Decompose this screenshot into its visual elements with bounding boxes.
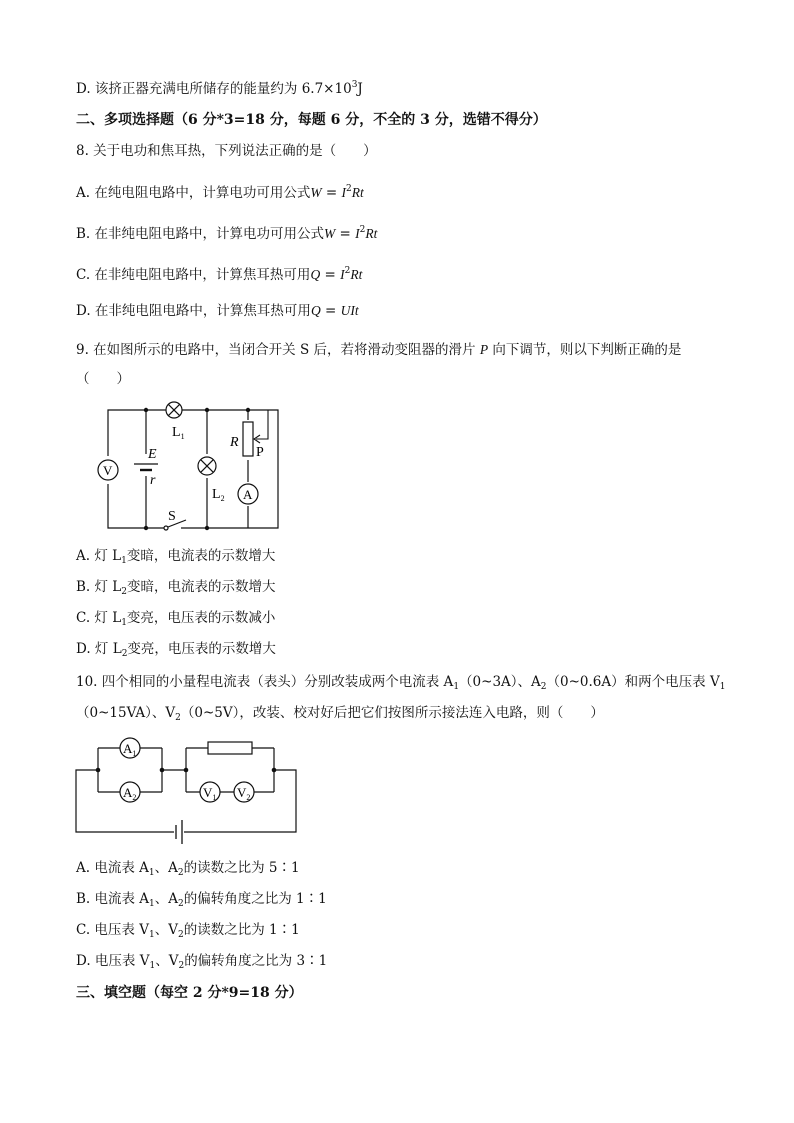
svg-text:A1: $A_1$ xyxy=(123,741,137,758)
var-p: P xyxy=(479,342,489,357)
voltmeter-v2-icon xyxy=(234,782,254,802)
formula-rest: Rt xyxy=(365,226,378,241)
q9-circuit-diagram xyxy=(90,398,290,538)
q9-option-a xyxy=(76,547,275,570)
option-sub: 1 xyxy=(121,556,127,566)
formula-eq: = xyxy=(335,226,356,242)
formula-eq: = xyxy=(320,303,341,319)
opt-part: 、V xyxy=(154,922,178,938)
stem-sub: 2 xyxy=(175,713,181,723)
formula-lhs: Q xyxy=(310,303,321,318)
junction-dots xyxy=(144,408,250,530)
formula-lhs: Q xyxy=(310,267,321,282)
battery-icon xyxy=(176,820,182,844)
ammeter-a2-icon xyxy=(120,782,140,802)
section-2-title: 二、多项选择题（6 分*3=18 分，每题 6 分，不全的 3 分，选错不得分） xyxy=(76,112,547,128)
opt-part: 、V xyxy=(155,953,179,969)
voltmeter-v1-icon xyxy=(200,782,220,802)
option-sub: 2 xyxy=(121,649,128,659)
opt-part: B. 电流表 A xyxy=(76,891,150,907)
q8-option-d xyxy=(76,302,359,320)
q8-option-c xyxy=(76,262,362,284)
option-text: A. 在纯电阻电路中，计算电功可用公式 xyxy=(76,185,311,201)
q10-option-d xyxy=(76,952,327,975)
option-sub: 1 xyxy=(121,618,127,628)
option-post: 变暗，电流表的示数增大 xyxy=(127,579,276,595)
lamp-l2-icon xyxy=(198,457,216,475)
rheostat-label: R xyxy=(230,435,239,450)
q10-option-c xyxy=(76,921,300,944)
q9-stem xyxy=(76,341,681,359)
opt-part: 的偏转角度之比为 1∶1 xyxy=(183,891,327,907)
formula-eq: = xyxy=(321,185,342,201)
slider-label: P xyxy=(256,445,264,460)
section-3-title: 三、填空题（每空 2 分*9=18 分） xyxy=(76,985,303,1001)
option-post: 变亮，电压表的示数减小 xyxy=(126,610,276,626)
opt-sub: 2 xyxy=(177,930,184,940)
voltmeter-icon xyxy=(98,460,118,480)
q10-stem-line2 xyxy=(76,704,604,727)
stem-part: 10. 四个相同的小量程电流表（表头）分别改装成两个电流表 A xyxy=(76,674,454,690)
option-text: C. 在非纯电阻电路中，计算焦耳热可用 xyxy=(76,267,311,283)
opt-part: 、A xyxy=(154,891,179,907)
option-text: B. 在非纯电阻电路中，计算电功可用公式 xyxy=(76,226,325,242)
resistor-icon xyxy=(208,742,252,754)
lamp-l1-icon xyxy=(166,402,182,418)
opt-sub: 2 xyxy=(178,961,185,971)
opt-sub: 1 xyxy=(148,868,155,878)
svg-text:A2: $A_2$ xyxy=(123,785,137,802)
formula-rest: Rt xyxy=(350,267,363,282)
opt-part: 的读数之比为 1∶1 xyxy=(183,922,300,938)
switch-label: S xyxy=(168,509,176,524)
q8-option-b xyxy=(76,221,377,243)
option-post: 变亮，电压表的示数增大 xyxy=(127,641,276,657)
unit: J xyxy=(357,81,363,97)
formula-exp: 2 xyxy=(346,184,352,194)
formula-exp: 2 xyxy=(359,225,366,235)
battery-icon xyxy=(134,464,158,470)
formula-i: I xyxy=(355,226,360,241)
q7-option-d-text: D. 该挤正器充满电所储存的能量约为 6.7×10 xyxy=(76,81,352,97)
q10-option-b xyxy=(76,890,327,913)
option-post: 变暗，电流表的示数增大 xyxy=(126,548,276,564)
formula-eq: = xyxy=(320,267,341,283)
exponent: 3 xyxy=(351,80,358,90)
formula-i: I xyxy=(341,185,346,200)
option-pre: D. 灯 L xyxy=(76,641,122,657)
ammeter-icon xyxy=(238,484,258,504)
q10-circuit-diagram xyxy=(68,730,308,845)
q8-stem: 8. 关于电功和焦耳热，下列说法正确的是（ ） xyxy=(76,143,377,159)
stem-sub: 2 xyxy=(540,682,547,692)
opt-part: A. 电流表 A xyxy=(76,860,149,876)
option-text: D. 在非纯电阻电路中，计算焦耳热可用 xyxy=(76,303,311,319)
formula-lhs: W xyxy=(324,226,336,241)
q7-option-d xyxy=(76,76,363,98)
opt-sub: 1 xyxy=(149,961,156,971)
rheostat-icon xyxy=(243,422,253,456)
stem-part: （0~0.6A）和两个电压表 V xyxy=(546,674,720,690)
formula-rest: Rt xyxy=(351,185,364,200)
formula-i: I xyxy=(340,267,345,282)
formula-lhs: W xyxy=(310,185,322,200)
stem-part: （0~5V），改装、校对好后把它们按图所示接法连入电路，则（ ） xyxy=(180,705,604,721)
ammeter-a1-icon xyxy=(120,738,140,758)
svg-text:V2: $V_2$ xyxy=(237,785,251,802)
q9-option-c xyxy=(76,609,275,632)
junction-dots xyxy=(96,768,277,773)
internal-resistance-label: r xyxy=(150,473,156,488)
opt-sub: 2 xyxy=(177,868,184,878)
opt-part: 的偏转角度之比为 3∶1 xyxy=(184,953,328,969)
svg-text:V1: $V_1$ xyxy=(203,785,217,802)
q9-option-d xyxy=(76,640,276,663)
q9-blank: （ ） xyxy=(76,371,130,387)
lamp-l2-label: $L_2$ xyxy=(212,487,225,503)
q10-stem-line1 xyxy=(76,673,725,696)
option-sub: 2 xyxy=(121,587,127,597)
emf-label: E xyxy=(148,447,157,462)
opt-sub: 1 xyxy=(148,930,155,940)
option-pre: A. 灯 L xyxy=(76,548,122,564)
stem-part: （0~15VA）、V xyxy=(76,705,176,721)
svg-text:V: V xyxy=(103,463,113,478)
q9-option-b xyxy=(76,578,276,601)
option-pre: C. 灯 L xyxy=(76,610,122,626)
opt-part: 、A xyxy=(154,860,178,876)
option-pre: B. 灯 L xyxy=(76,579,122,595)
formula-exp: 2 xyxy=(344,266,351,276)
svg-text:A: A xyxy=(243,487,253,502)
opt-sub: 1 xyxy=(149,899,155,909)
q9-stem-end: 向下调节，则以下判断正确的是 xyxy=(492,342,682,358)
opt-part: D. 电压表 V xyxy=(76,953,150,969)
stem-sub: 1 xyxy=(719,682,726,692)
opt-part: 的读数之比为 5∶1 xyxy=(183,860,300,876)
q10-option-a xyxy=(76,859,300,882)
stem-sub: 1 xyxy=(453,682,460,692)
q8-option-a xyxy=(76,180,364,202)
stem-part: （0~3A）、A xyxy=(459,674,541,690)
opt-part: C. 电压表 V xyxy=(76,922,149,938)
formula-rest: UIt xyxy=(340,303,359,318)
lamp-l1-label: $L_1$ xyxy=(172,425,185,441)
q9-stem-text: 9. 在如图所示的电路中，当闭合开关 S 后，若将滑动变阻器的滑片 xyxy=(76,342,476,358)
opt-sub: 2 xyxy=(178,899,184,909)
